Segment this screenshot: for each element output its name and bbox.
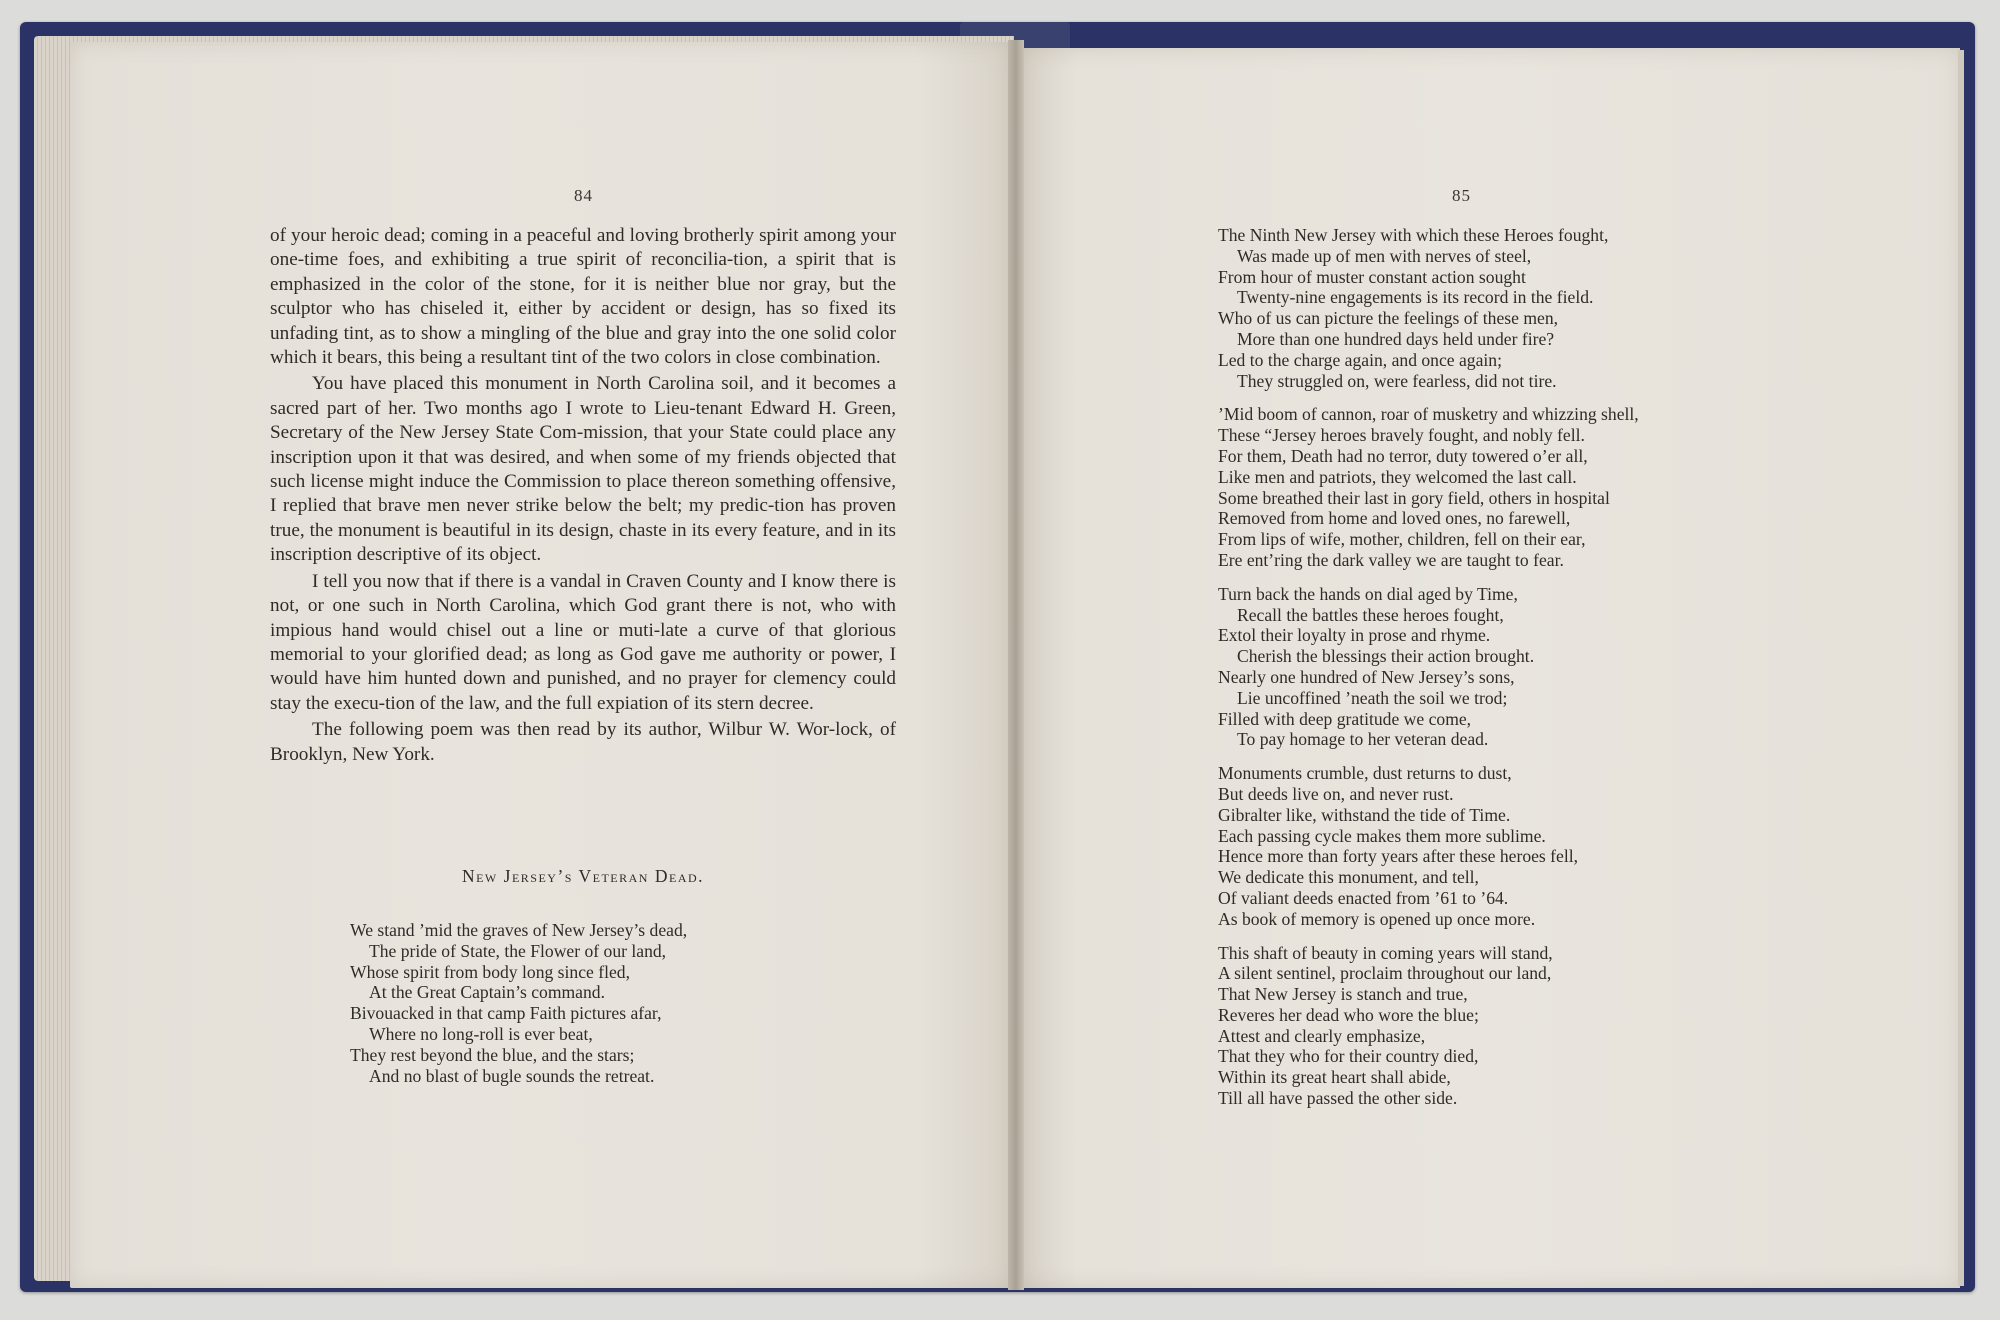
left-page-prose [270,224,896,768]
page-number-right: 85 [1452,186,1471,205]
poem-line: As book of memory is opened up once more. [1218,908,1536,929]
poem-line: Cherish the blessings their action brought. [1237,646,1535,667]
poem-line: Nearly one hundred of New Jersey’s sons, [1218,666,1515,687]
poem-line: Where no long-roll is ever beat, [369,1023,593,1044]
poem-line: Twenty-nine engagements is its record in the field. [1237,287,1594,308]
poem-line: But deeds live on, and never rust. [1218,783,1454,804]
poem-line: That New Jersey is stanch and true, [1218,984,1468,1005]
poem-line: Who of us can picture the feelings of these men, [1218,308,1559,329]
poem-line: Extol their loyalty in prose and rhyme. [1218,625,1491,646]
poem-line: Attest and clearly emphasize, [1218,1025,1426,1046]
poem-stanza-left [350,920,687,1086]
poem-line: The pride of State, the Flower of our land, [369,940,667,961]
poem-line: Monuments crumble, dust returns to dust, [1218,763,1512,784]
poem-line: Turn back the hands on dial aged by Time, [1218,583,1518,604]
poem-line: Hence more than forty years after these heroes fell, [1218,846,1579,867]
poem-line: They rest beyond the blue, and the stars; [350,1044,635,1065]
poem-line: That they who for their country died, [1218,1046,1479,1067]
poem-line: Within its great heart shall abide, [1218,1067,1451,1088]
poem-line: We dedicate this monument, and tell, [1218,867,1479,888]
poem-line: Bivouacked in that camp Faith pictures afar, [350,1003,662,1024]
poem-line: Reveres her dead who wore the blue; [1218,1004,1479,1025]
poem-line: From lips of wife, mother, children, fell on their ear, [1218,529,1586,550]
poem-line: From hour of muster constant action sought [1218,266,1526,287]
poem-line: Recall the battles these heroes fought, [1237,604,1504,625]
poem-right-page [1218,225,1639,1122]
book-gutter [1008,40,1024,1290]
poem-line: Filled with deep gratitude we come, [1218,708,1472,729]
poem-stanza [1218,404,1639,570]
poem-stanza [1218,225,1639,391]
poem-line: Gibralter like, withstand the tide of Time. [1218,804,1511,825]
poem-line: Whose spirit from body long since fled, [350,961,630,982]
poem-line: Was made up of men with nerves of steel, [1237,245,1532,266]
page-number-left: 84 [574,186,593,205]
poem-line: To pay homage to her veteran dead. [1237,729,1489,750]
poem-line: Led to the charge again, and once again; [1218,349,1502,370]
poem-line: The Ninth New Jersey with which these Heroes fought, [1218,225,1609,245]
poem-line: They struggled on, were fearless, did not tire. [1237,370,1557,391]
paragraph: You have placed this monument in North Carolina soil, and it becomes a sacred part of her. Two months ago I wrote to Lieu-tenant Edward H. Green, Secretary of the New Jersey State Com-mission, that your State could place any inscription upon it that was desired, and when some of my friends objected that such license might induce the Commission to place thereon something offensive, I replied that brave men never strike below the belt; my predic-tion has proven true, the monument is beautiful in its design, chaste in its every feature, and in its inscription descriptive of its object. [270,373,896,566]
poem-line: More than one hundred days held under fire? [1237,328,1555,349]
poem-line: This shaft of beauty in coming years will stand, [1218,942,1553,963]
poem-line: Ere ent’ring the dark valley we are taught to fear. [1218,549,1564,570]
poem-line: Till all have passed the other side. [1218,1088,1458,1109]
poem-title: New Jersey’s Veteran Dead. [461,866,705,886]
poem-line: These “Jersey heroes bravely fought, and nobly fell. [1218,425,1585,446]
poem-line: A silent sentinel, proclaim throughout our land, [1218,963,1552,984]
poem-line: Lie uncoffined ’neath the soil we trod; [1237,687,1508,708]
poem-line: Some breathed their last in gory field, others in hospital [1218,487,1610,508]
poem-line: ’Mid boom of cannon, roar of musketry and whizzing shell, [1218,404,1639,425]
poem-stanza [1218,763,1639,929]
poem-stanza [1218,943,1639,1109]
poem-line: Of valiant deeds enacted from ’61 to ’64. [1218,887,1509,908]
poem-line: And no blast of bugle sounds the retreat. [369,1065,655,1086]
poem-stanza [1218,584,1639,750]
poem-line: For them, Death had no terror, duty towered o’er all, [1218,445,1588,466]
paragraph: of your heroic dead; coming in a peaceful and loving brotherly spirit among your one-time foes, and exhibiting a true spirit of reconcilia-tion, a spirit that is emphasized in the color of the stone, for it is neither blue nor gray, but the sculptor who has chiseled it, either by accident or design, has so fixed its unfading tint, as to show a mingling of the blue and gray into the one solid color which it bears, this being a resultant tint of the two colors in close combination. [270,225,896,369]
poem-line: At the Great Captain’s command. [369,982,605,1003]
poem-line: Removed from home and loved ones, no farewell, [1218,508,1571,529]
paragraph: I tell you now that if there is a vandal in Craven County and I know there is not, or one such in North Carolina, which God grant there is not, who with impious hand would chisel out a line or muti-late a curve of that glorious memorial to your glorified dead; as long as God gave me authority or power, I would have him hunted down and punished, and no prayer for clemency could stay the execu-tion of the law, and the full expiation of its stern decree. [270,570,896,714]
poem-line: We stand ’mid the graves of New Jersey’s dead, [350,920,688,940]
poem-line: Like men and patriots, they welcomed the last call. [1218,466,1577,487]
poem-line: Each passing cycle makes them more sublime. [1218,825,1546,846]
paragraph: The following poem was then read by its author, Wilbur W. Wor-lock, of Brooklyn, New York. [270,719,896,765]
right-page-edge [1958,50,1964,1286]
